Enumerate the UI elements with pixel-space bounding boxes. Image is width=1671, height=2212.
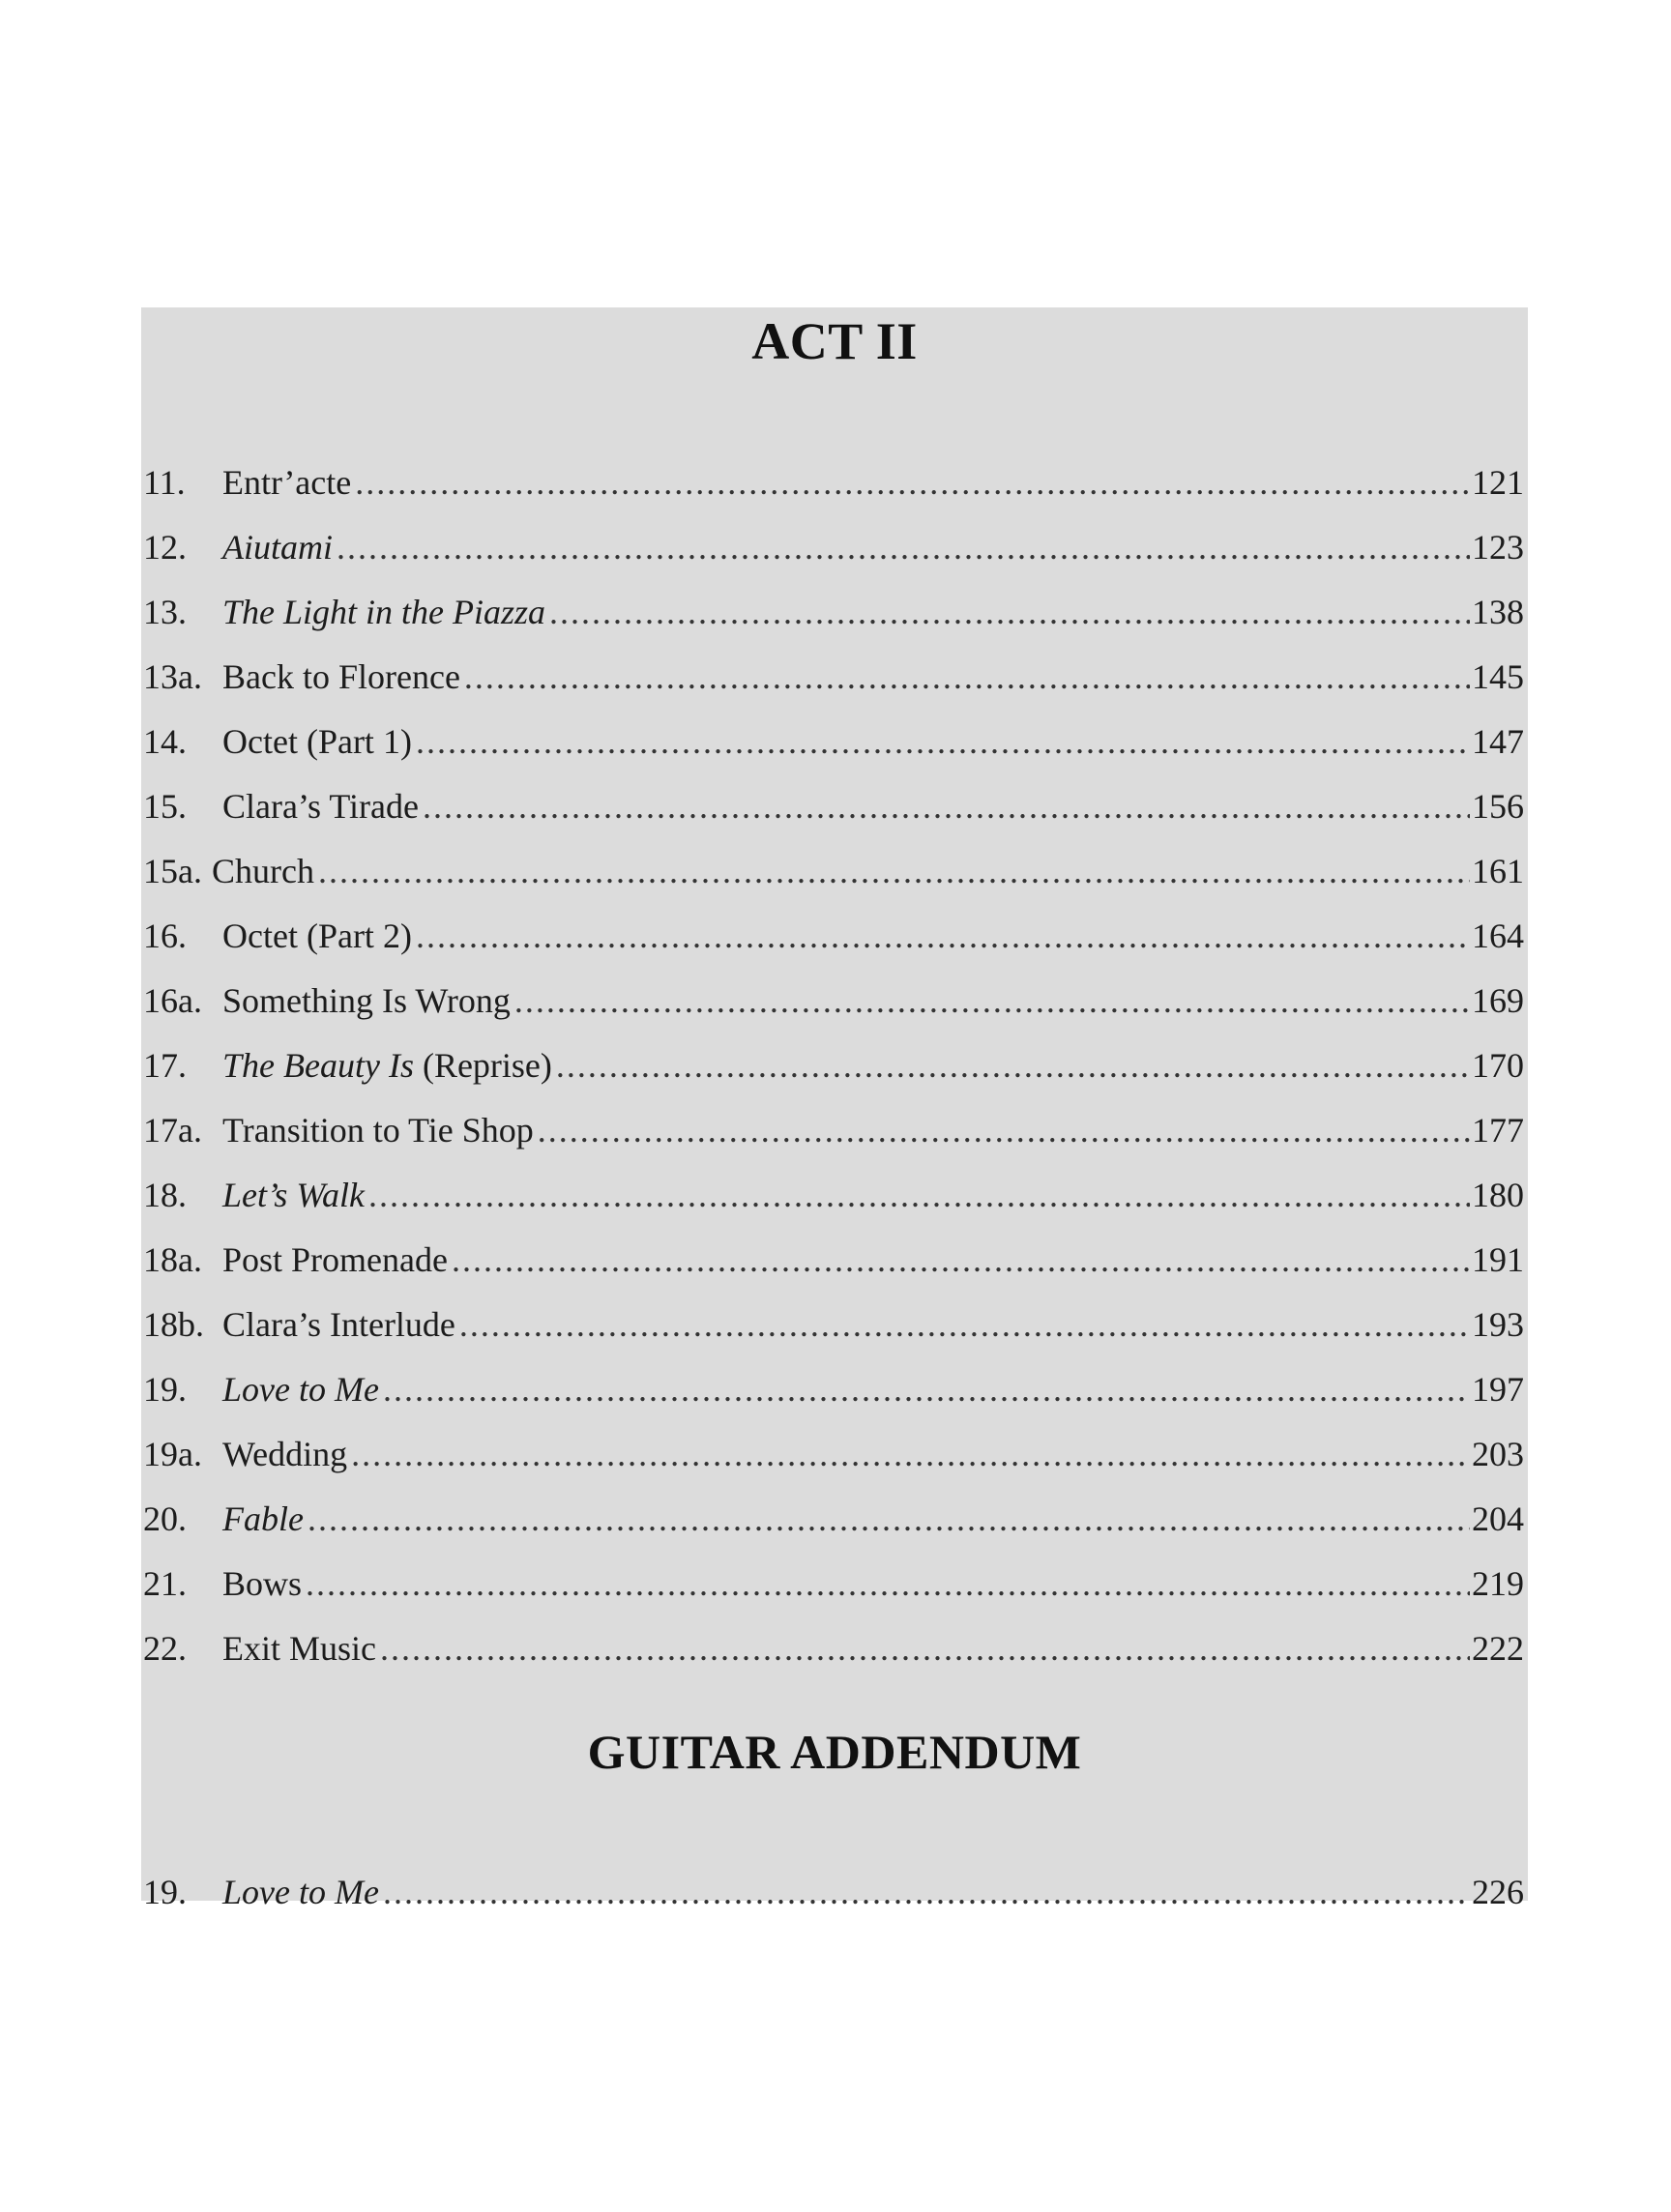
entry-title	[222, 645, 460, 710]
entry-number: 18.	[143, 1176, 187, 1214]
entry-title-text: Love to Me	[222, 1370, 379, 1409]
entry-number: 17a.	[143, 1111, 202, 1150]
entry-page-number: 161	[1472, 852, 1524, 890]
entry-page-number: 191	[1472, 1240, 1524, 1279]
entry-page-number: 222	[1472, 1629, 1524, 1668]
toc-entry	[143, 904, 1524, 969]
entry-number: 19.	[143, 1370, 187, 1409]
entry-page-number: 164	[1472, 917, 1524, 955]
entry-title	[222, 1033, 552, 1098]
dot-leader	[306, 1552, 1470, 1616]
dot-leader	[514, 969, 1470, 1033]
toc-entry	[143, 710, 1524, 774]
toc-entry	[143, 1422, 1524, 1487]
entry-title	[222, 1552, 302, 1616]
toc-entry	[143, 515, 1524, 580]
entry-title-text: Entr’acte	[222, 463, 352, 502]
entry-title	[222, 1487, 304, 1552]
entry-title-text: Love to Me	[222, 1873, 379, 1911]
entry-title-text: The Light in the Piazza	[222, 593, 546, 631]
entry-number: 18a.	[143, 1240, 202, 1279]
guitar-addendum-heading: GUITAR ADDENDUM	[587, 1725, 1082, 1779]
entry-page-number: 138	[1472, 593, 1524, 631]
entry-title-text: Aiutami	[222, 528, 333, 567]
toc-entry	[143, 1860, 1524, 1925]
entry-page-number: 123	[1472, 528, 1524, 567]
entry-number: 12.	[143, 528, 187, 567]
entry-page-number: 203	[1472, 1435, 1524, 1473]
entry-page-number: 145	[1472, 657, 1524, 696]
dot-leader	[368, 1163, 1470, 1228]
toc-entry	[143, 1293, 1524, 1357]
toc-entry	[143, 1163, 1524, 1228]
entry-number: 17.	[143, 1046, 187, 1085]
entry-title-text: Back to Florence	[222, 657, 460, 696]
toc-entry	[143, 1033, 1524, 1098]
entry-number: 19.	[143, 1873, 187, 1911]
entry-number: 19a.	[143, 1435, 202, 1473]
entry-title-text: Transition to Tie Shop	[222, 1111, 534, 1150]
toc-entry	[143, 1098, 1524, 1163]
entry-title	[222, 1422, 347, 1487]
entry-title	[212, 839, 314, 904]
entry-number: 15a.	[143, 852, 202, 890]
entry-title	[222, 1098, 534, 1163]
dot-leader	[383, 1357, 1470, 1422]
entry-page-number: 156	[1472, 787, 1524, 826]
dot-leader	[416, 904, 1470, 969]
entry-number: 18b.	[143, 1305, 204, 1344]
dot-leader	[549, 580, 1470, 645]
entry-page-number: 219	[1472, 1564, 1524, 1603]
toc-entry	[143, 645, 1524, 710]
toc-entry	[143, 774, 1524, 839]
toc-entry	[143, 1487, 1524, 1552]
entry-title-suffix: (Reprise)	[413, 1046, 552, 1085]
entry-title	[222, 1228, 448, 1293]
entry-number: 15.	[143, 787, 187, 826]
entry-title	[222, 1293, 455, 1357]
entry-page-number: 177	[1472, 1111, 1524, 1150]
entry-title	[222, 774, 419, 839]
entry-title-text: Bows	[222, 1564, 303, 1603]
entry-title-text: Octet (Part 2)	[222, 917, 412, 955]
entry-title-text: Exit Music	[222, 1629, 376, 1668]
entry-page-number: 121	[1472, 463, 1524, 502]
dot-leader	[423, 774, 1470, 839]
toc-entry	[143, 1357, 1524, 1422]
entry-title-text: Let’s Walk	[222, 1176, 366, 1214]
entry-number: 21.	[143, 1564, 187, 1603]
entry-title-text: Clara’s Interlude	[222, 1305, 455, 1344]
entry-title	[222, 1357, 379, 1422]
entry-title-text: Fable	[222, 1499, 304, 1538]
toc-entry	[143, 1552, 1524, 1616]
entry-page-number: 180	[1472, 1176, 1524, 1214]
entry-number: 13.	[143, 593, 187, 631]
toc-entry	[143, 839, 1524, 904]
guitar-addendum-contents-list	[143, 1860, 1524, 1925]
dot-leader	[318, 839, 1470, 904]
dot-leader	[351, 1422, 1470, 1487]
act-ii-heading: ACT II	[751, 312, 918, 370]
dot-leader	[556, 1033, 1470, 1098]
dot-leader	[459, 1293, 1470, 1357]
entry-page-number: 169	[1472, 981, 1524, 1020]
entry-page-number: 197	[1472, 1370, 1524, 1409]
entry-title-text: Clara’s Tirade	[222, 787, 419, 826]
entry-title-text: Church	[211, 852, 314, 890]
act-ii-contents-list	[143, 451, 1524, 1681]
entry-title	[222, 1860, 379, 1925]
dot-leader	[383, 1860, 1470, 1925]
entry-number: 22.	[143, 1629, 187, 1668]
dot-leader	[337, 515, 1470, 580]
contents-panel	[141, 307, 1528, 1911]
entry-number: 13a.	[143, 657, 202, 696]
entry-page-number: 147	[1472, 722, 1524, 761]
dot-leader	[452, 1228, 1470, 1293]
entry-title	[222, 904, 412, 969]
entry-number: 14.	[143, 722, 187, 761]
dot-leader	[464, 645, 1470, 710]
entry-page-number: 170	[1472, 1046, 1524, 1085]
toc-entry	[143, 969, 1524, 1033]
dot-leader	[380, 1616, 1470, 1681]
entry-title	[222, 1163, 365, 1228]
entry-title	[222, 451, 351, 515]
entry-title	[222, 515, 333, 580]
dot-leader	[416, 710, 1470, 774]
entry-title-text: Wedding	[222, 1435, 348, 1473]
toc-entry	[143, 1616, 1524, 1681]
toc-entry	[143, 451, 1524, 515]
entry-title-text: Something Is Wrong	[222, 981, 511, 1020]
dot-leader	[308, 1487, 1470, 1552]
toc-entry	[143, 1228, 1524, 1293]
entry-title	[222, 969, 511, 1033]
entry-page-number: 193	[1472, 1305, 1524, 1344]
dot-leader	[355, 451, 1470, 515]
entry-title-text: The Beauty Is	[222, 1046, 414, 1085]
dot-leader	[538, 1098, 1470, 1163]
entry-title-text: Octet (Part 1)	[222, 722, 412, 761]
entry-number: 11.	[143, 463, 186, 502]
entry-title	[222, 1616, 376, 1681]
entry-number: 20.	[143, 1499, 187, 1538]
entry-title	[222, 710, 412, 774]
entry-page-number: 226	[1472, 1873, 1524, 1911]
entry-number: 16.	[143, 917, 187, 955]
entry-number: 16a.	[143, 981, 202, 1020]
toc-entry	[143, 580, 1524, 645]
entry-title-text: Post Promenade	[222, 1240, 448, 1279]
entry-title	[222, 580, 545, 645]
entry-page-number: 204	[1472, 1499, 1524, 1538]
